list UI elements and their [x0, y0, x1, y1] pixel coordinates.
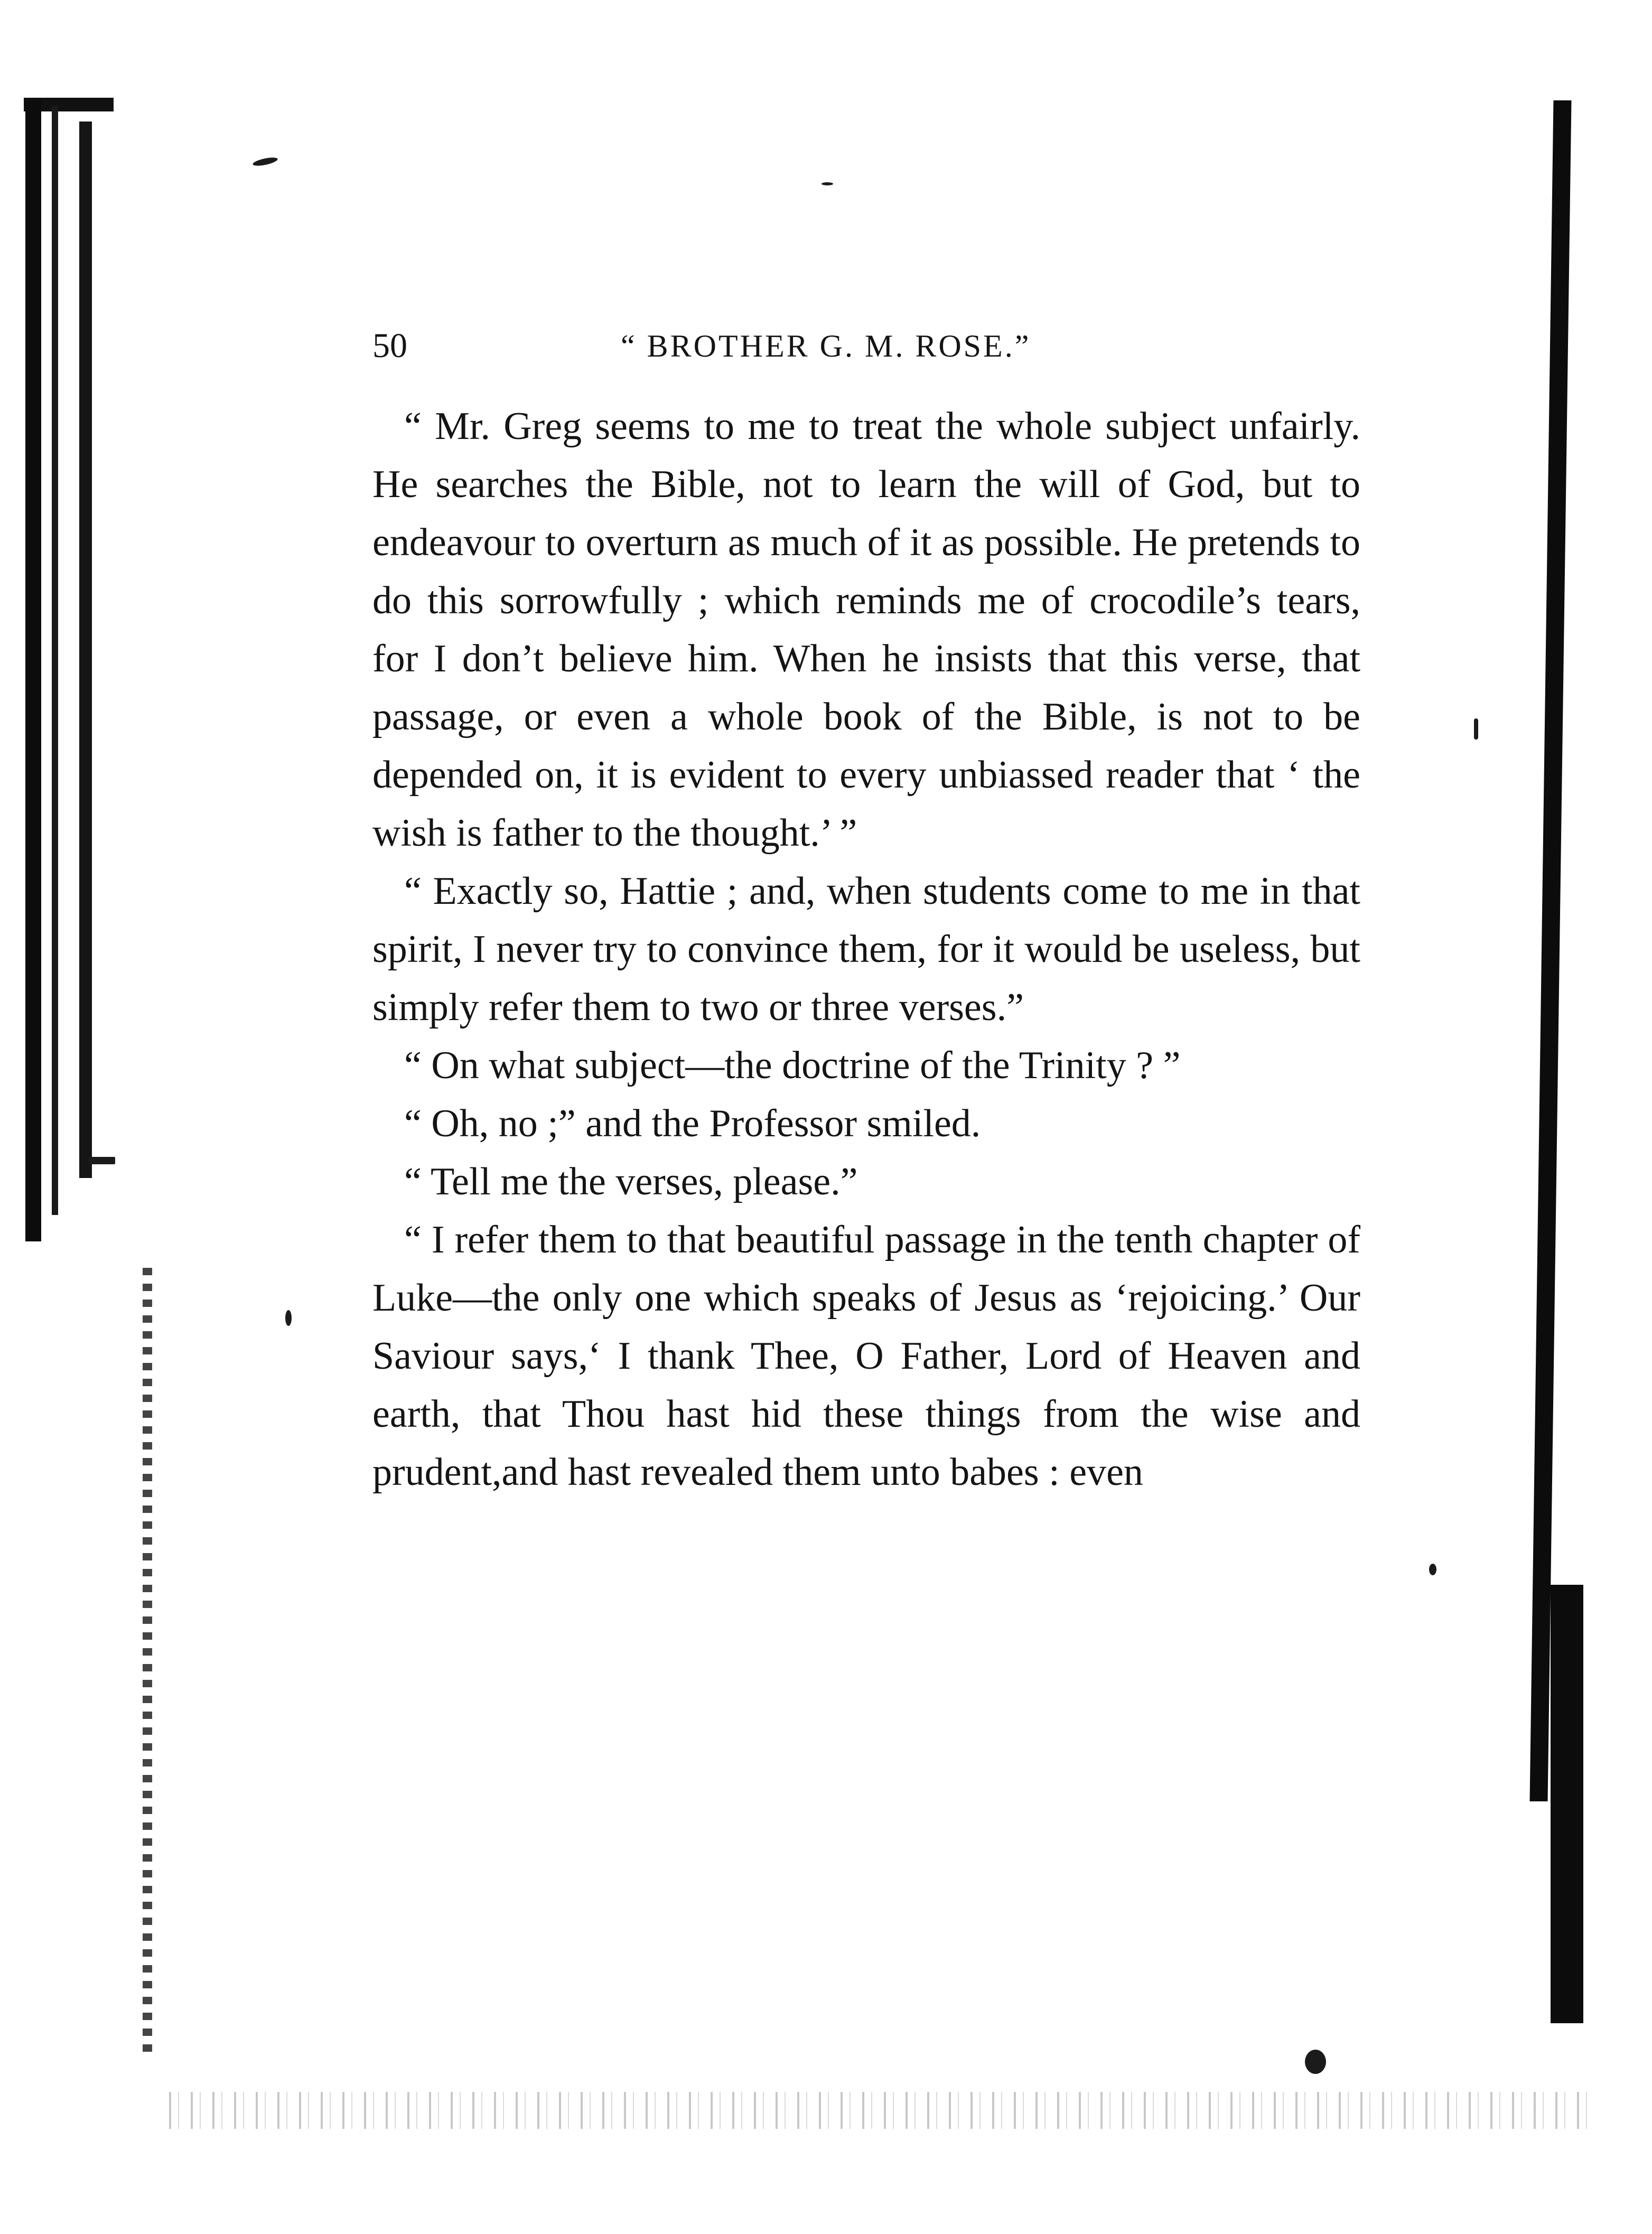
- scan-edge-left-strip: [79, 121, 92, 1178]
- paragraph: “ Tell me the verses, please.”: [404, 1160, 858, 1203]
- scan-edge-right-bottom: [1551, 1585, 1583, 2023]
- body-text: [372, 397, 1360, 1501]
- scan-speck: [1429, 1564, 1436, 1575]
- page-header: [372, 317, 1360, 375]
- scan-bottom-noise: [169, 2092, 1595, 2129]
- paragraph: “ Exactly so, Hattie ; and, when students come to me in that spirit, I never try to convince them, for it would be useless, but simply refer them to two or three verses.”: [372, 870, 1360, 1029]
- scan-edge-right: [1530, 100, 1572, 1801]
- paragraph: “ Mr. Greg seems to me to treat the whole subject unfairly. He searches the Bible, not to learn the will of God, but to endeavour to overturn as much of it as possible. He pretends to do this sorrowfully ; which reminds me of crocodile’s tears, for I don’t believe him. When he insists that this verse, that passage, or even a whole book of the Bible, is not to be depended on, it is evident to every unbiassed reader that ‘ the wish is father to the thought.’ ”: [372, 405, 1360, 855]
- running-title: “ BROTHER G. M. ROSE.”: [621, 329, 1031, 363]
- scan-speck: [252, 156, 278, 167]
- paragraph: “ I refer them to that beautiful passage in the tenth chapter of Luke—the only one which speaks of Jesus as ‘rejoicing.’ Our Saviour says,‘ I thank Thee, O Father, Lord of Heaven and earth, that Thou hast hid these things from the wise and prudent,and hast revealed them unto babes : even: [372, 1218, 1360, 1494]
- paragraph: “ Oh, no ;” and the Professor smiled.: [404, 1102, 981, 1145]
- scan-edge-left-inner: [52, 106, 58, 1215]
- scan-speck: [285, 1310, 292, 1326]
- scan-speck: [1474, 718, 1478, 740]
- page-number: 50: [372, 326, 407, 365]
- scan-speck: [89, 1157, 115, 1164]
- paragraph: “ On what subject—the doctrine of the Trinity ? ”: [404, 1044, 1181, 1087]
- page: [372, 317, 1360, 1501]
- scan-edge-left-dashes: [143, 1268, 152, 2060]
- scan-speck: [822, 182, 833, 185]
- scan-edge-left: [25, 100, 41, 1241]
- scan-speck: [1305, 2050, 1326, 2074]
